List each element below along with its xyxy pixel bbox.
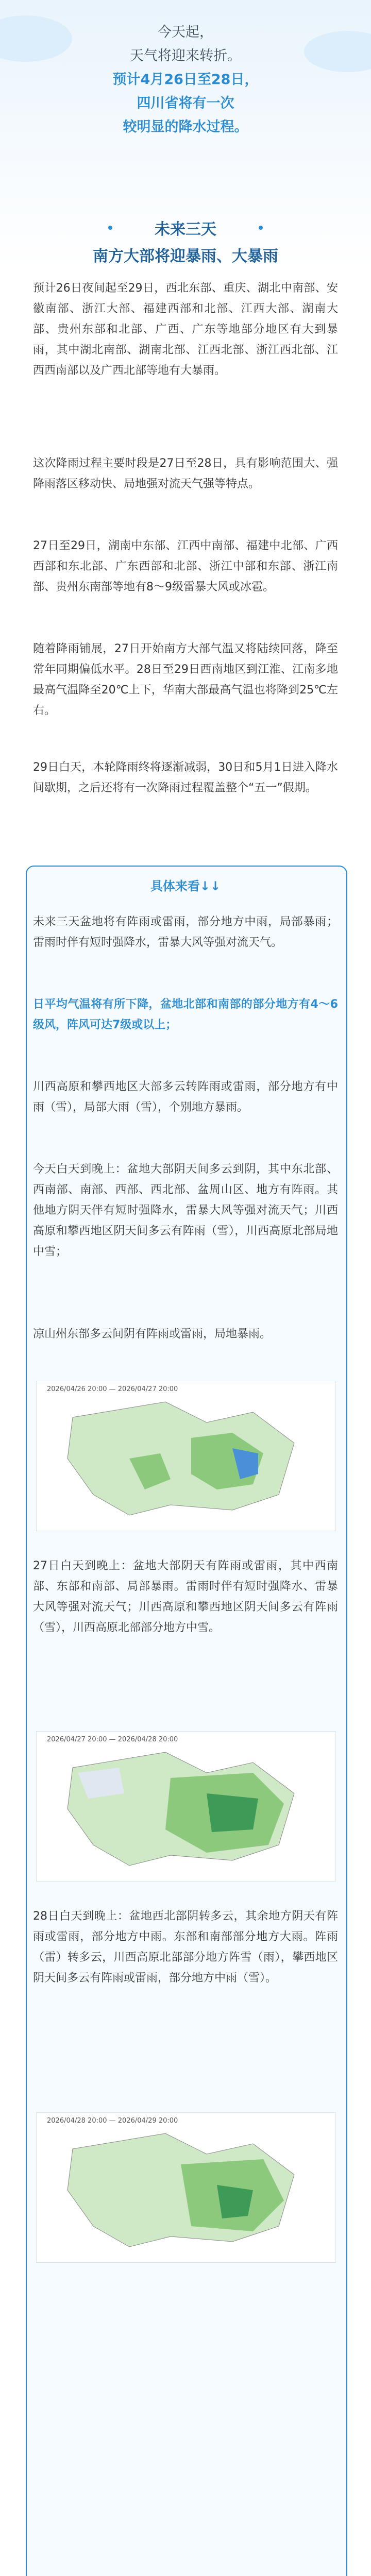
rain-map-3 xyxy=(36,2112,336,2263)
section-2-paragraph-5: 27日白天到晚上：盆地大部阴天有阵雨或雷雨，其中西南部、东部和南部、局部暴雨。雷雨时伴有短时强降水、雷暴大风等强对流天气；川西高原和攀西地区阴天间多云有阵雨（雪），川西高原北部部分地方中雪。 xyxy=(33,1560,338,1634)
heading-dot-icon xyxy=(259,226,263,230)
section-1-paragraph-5: 29日白天，本轮降雨终将逐渐减弱，30日和5月1日进入降水间歇期，之后还将有一次降雨过程覆盖整个“五一”假期。 xyxy=(33,761,338,794)
section-2-paragraph-2: 川西高原和攀西地区大部多云转阵雨或雷雨，部分地方有中雨（雪），局部大雨（雪），个别地方暴雨。 xyxy=(33,1080,338,1114)
section-1-paragraph-1: 预计26日夜间起至29日，西北东部、重庆、湖北中南部、安徽南部、浙江大部、福建西部和北部、江西大部、湖南大部、贵州东部和北部、广西、广东等地部分地区有大到暴雨，其中湖北南部、湖南北部、江西北部、浙江西北部、江西西南部以及广西北部等地有大暴雨。 xyxy=(33,282,338,377)
intro-line: 天气将迎来转折。 xyxy=(130,48,241,64)
intro-line: 四川省将有一次 xyxy=(137,95,234,111)
map-1-caption: 2026/04/26 20:00 — 2026/04/27 20:00 xyxy=(47,1385,178,1393)
rain-map-2 xyxy=(36,1731,336,1882)
intro-line: 预计4月26日至28日， xyxy=(112,72,259,88)
map-1-graphic xyxy=(37,1381,335,1531)
intro-line: 较明显的降水过程。 xyxy=(123,119,248,135)
section-1-title-a: 未来三天 xyxy=(155,221,216,239)
map-3-graphic xyxy=(37,2113,335,2262)
map-2-graphic xyxy=(37,1732,335,1881)
section-2-paragraph-1: 未来三天盆地将有阵雨或雷雨，部分地方中雨，局部暴雨；雷雨时伴有短时强降水，雷暴大风等强对流天气。 xyxy=(33,916,338,949)
section-2-paragraph-4: 凉山州东部多云间阴有阵雨或雷雨，局地暴雨。 xyxy=(33,1328,272,1341)
section-1-paragraph-4: 随着降雨铺展，27日开始南方大部气温又将陆续回落，降至常年同期偏低水平。28日至29日西南地区到江淮、江南多地最高气温降至20℃上下，华南大部最高气温也将降到25℃左右。 xyxy=(33,642,338,717)
intro-block xyxy=(0,21,371,139)
rain-map-1 xyxy=(36,1381,336,1531)
map-2-caption: 2026/04/27 20:00 — 2026/04/28 20:00 xyxy=(47,1736,178,1743)
section-1-heading xyxy=(0,216,371,266)
section-2-title: 具体来看↓↓ xyxy=(150,879,221,893)
intro-line: 今天起， xyxy=(158,24,213,40)
section-2-heading xyxy=(0,876,371,894)
map-3-caption: 2026/04/28 20:00 — 2026/04/29 20:00 xyxy=(47,2117,178,2125)
section-1-paragraph-3: 27日至29日，湖南中东部、江西中南部、福建中北部、广西西部和东北部、广东西部和北部、浙江中部和东部、浙江南部、贵州东南部等地有8～9级雷暴大风或冰雹。 xyxy=(33,539,338,594)
section-2-paragraph-3: 今天白天到晚上：盆地大部阴天间多云到阴，其中东北部、西南部、南部、西部、西北部、盆周山区、地方有阵雨。其他地方阴天伴有短时强降水，雷暴大风等强对流天气；川西高原和攀西地区阴天间多云有阵雨（雪），川西高原北部局地中雪； xyxy=(33,1163,338,1258)
section-1-paragraph-2: 这次降雨过程主要时段是27日至28日，具有影响范围大、强降雨落区移动快、局地强对流天气强等特点。 xyxy=(33,457,338,490)
heading-dot-icon xyxy=(108,226,112,230)
detail-box xyxy=(26,866,347,2576)
section-2-paragraph-6: 28日白天到晚上：盆地西北部阴转多云，其余地方阴天有阵雨或雷雨，部分地方中雨。东部和南部部分地方大雨。阵雨（雷）转多云，川西高原北部部分地方阵雪（雨），攀西地区阴天间多云有阵雨或雷雨，部分地方中雨（雪）。 xyxy=(33,1910,338,1985)
section-1-title-b: 南方大部将迎暴雨、大暴雨 xyxy=(93,247,278,265)
section-2-paragraph-1b: 日平均气温将有所下降，盆地北部和南部的部分地方有4～6级风，阵风可达7级或以上； xyxy=(33,998,338,1031)
